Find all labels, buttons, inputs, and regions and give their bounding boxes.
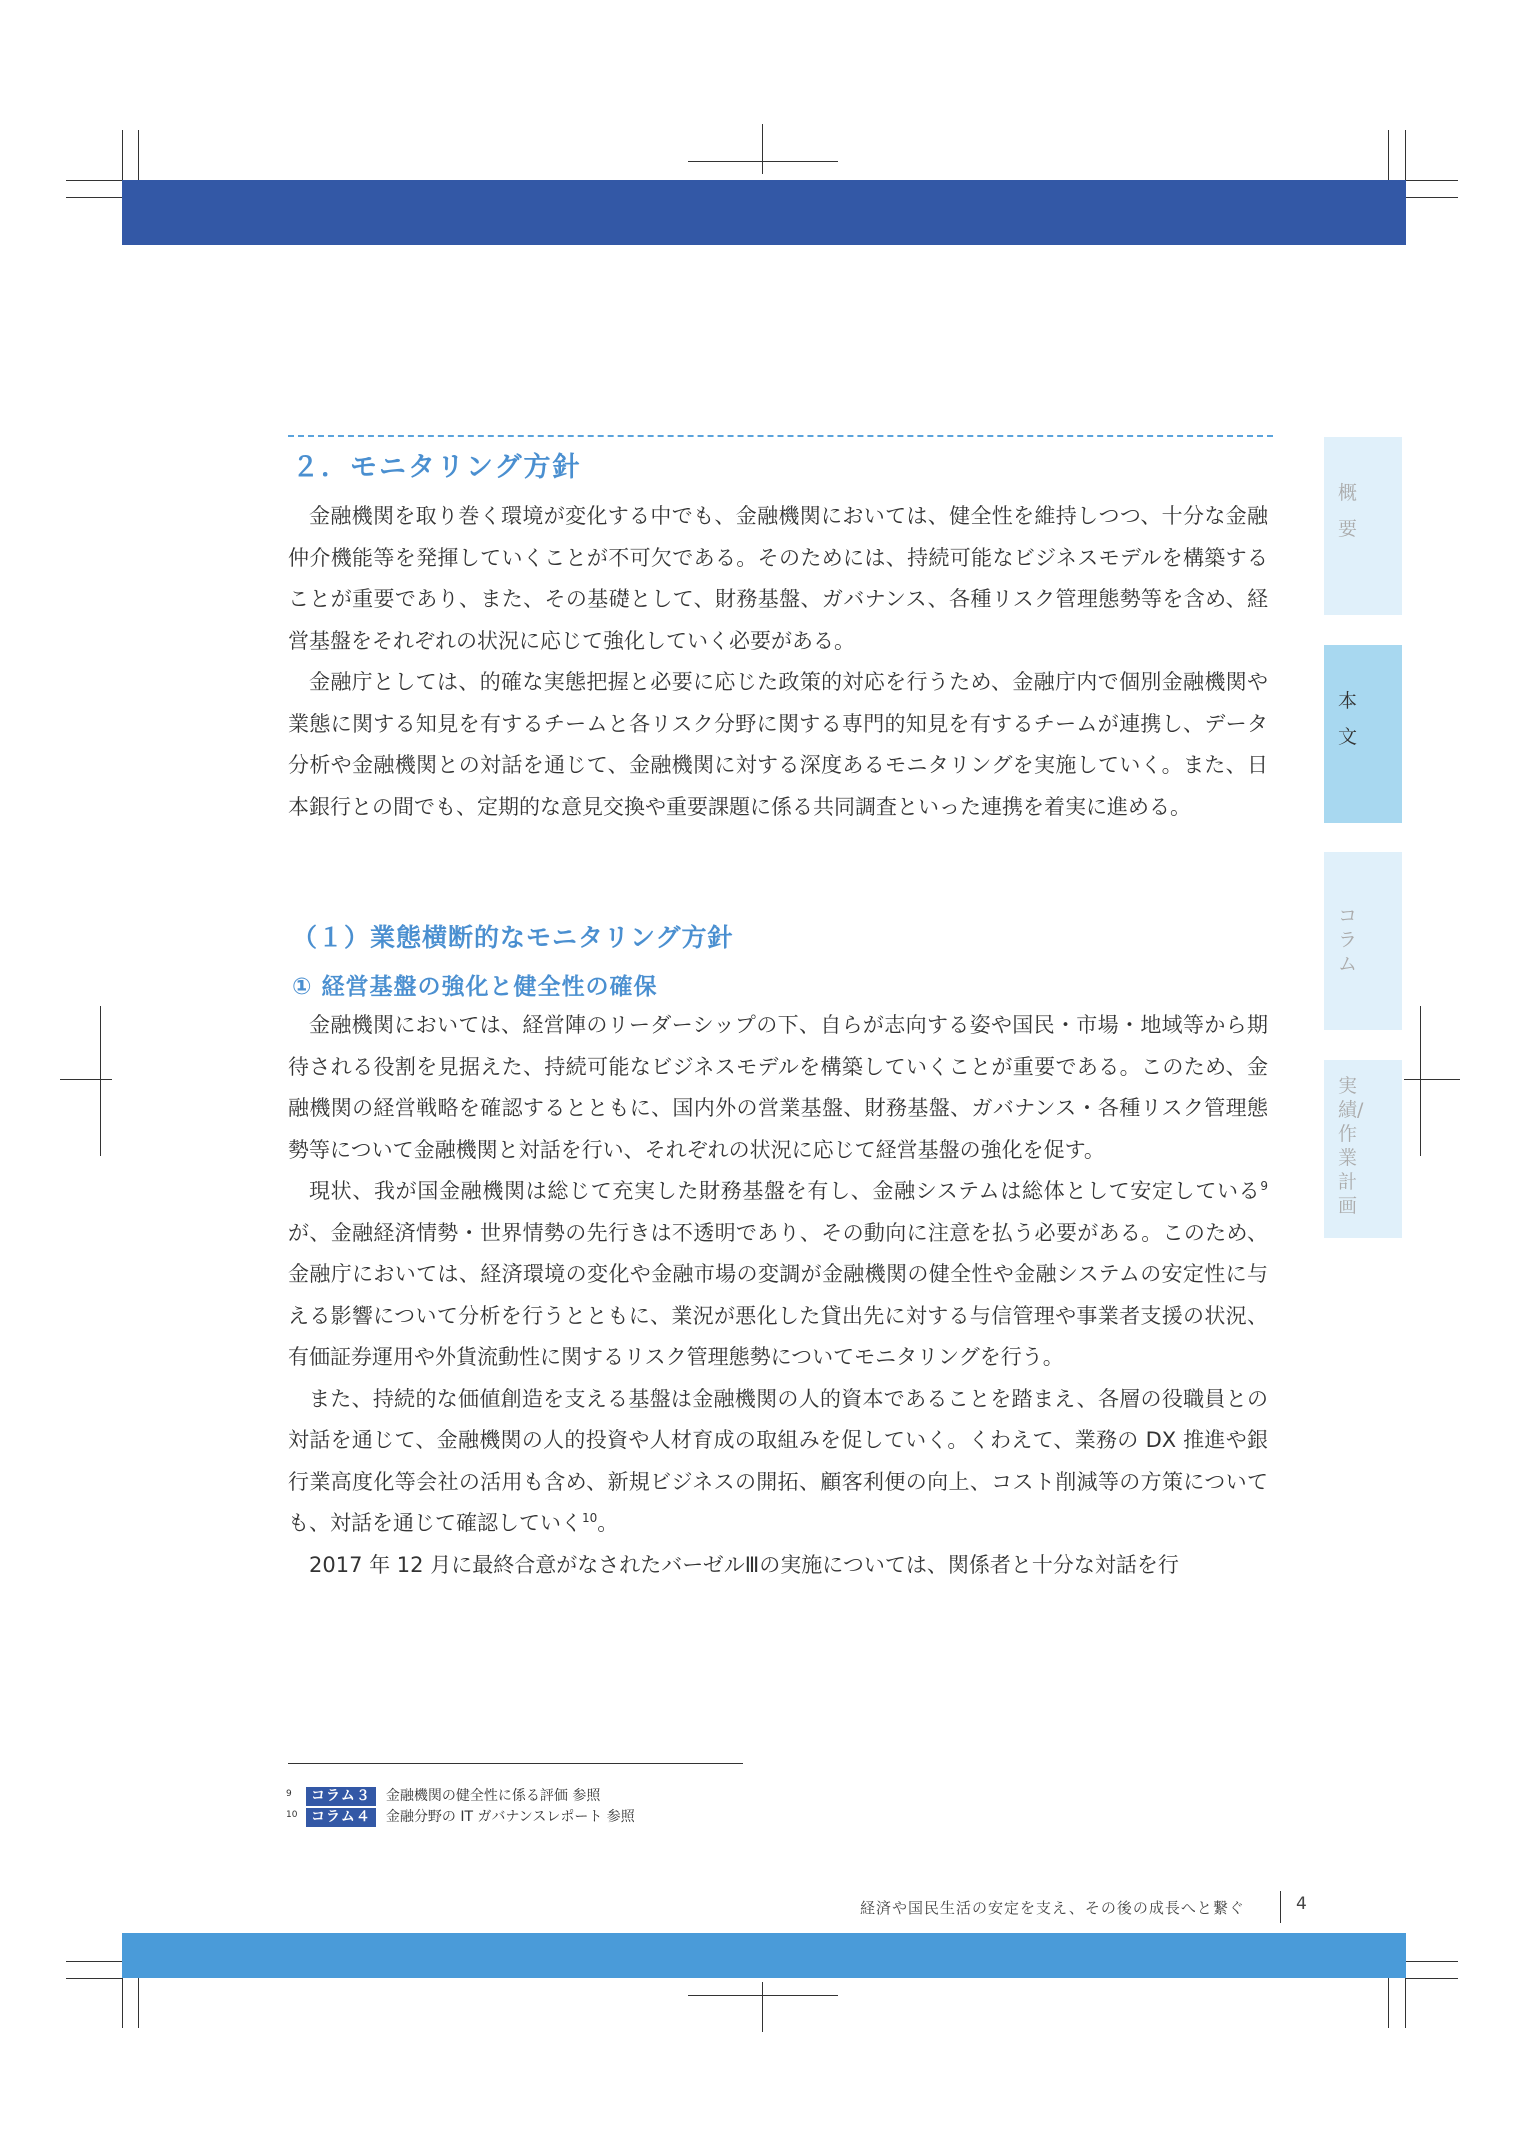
crop-mark: [66, 1961, 122, 1962]
body-paragraph: [288, 1379, 1268, 1545]
crop-mark: [1420, 1006, 1421, 1156]
body-text-segment: また、持続的な価値創造を支える基盤は金融機関の人的資本であることを踏まえ、各層の役職員との対話を通じて、金融機関の人的投資や人材育成の取組みを促していく。くわえて、業務の DX 推進や銀行業高度化等会社の活用も含め、新規ビジネスの開拓、顧客利便の向上、コスト削減等の方策についても、対話を通じて確認していく: [288, 1386, 1268, 1535]
page-number: 4: [1296, 1894, 1307, 1914]
footnote-rule: [288, 1763, 743, 1764]
crop-mark: [60, 1079, 112, 1080]
side-tab-label: 概要: [1338, 482, 1358, 540]
side-tab-label: コラム: [1338, 905, 1358, 975]
crop-mark: [122, 130, 123, 180]
footnote-ref[interactable]: 9: [1260, 1179, 1268, 1193]
section-title: ２．モニタリング方針: [292, 452, 582, 483]
body-paragraph: 金融機関においては、経営陣のリーダーシップの下、自らが志向する姿や国民・市場・地域等から期待される役割を見据えた、持続可能なビジネスモデルを構築していくことが重要である。このため、金融機関の経営戦略を確認するとともに、国内外の営業基盤、財務基盤、ガバナンス・各種リスク管理態勢等について金融機関と対話を行い、それぞれの状況に応じて経営基盤の強化を促す。: [288, 1013, 1268, 1162]
crop-mark: [138, 130, 139, 180]
body-paragraph: [288, 1171, 1268, 1379]
body-paragraph: 2017 年 12 月に最終合意がなされたバーゼルⅢの実施については、関係者と十分な対話を行: [309, 1552, 1179, 1577]
crop-mark: [762, 1982, 763, 2032]
subsection-title: （１）業態横断的なモニタリング方針: [292, 923, 734, 952]
footer-band: [122, 1933, 1406, 1978]
footer-separator: [1280, 1891, 1281, 1923]
intro-paragraph: 金融庁としては、的確な実態把握と必要に応じた政策的対応を行うため、金融庁内で個別金融機関や業態に関する知見を有するチームと各リスク分野に関する専門的知見を有するチームが連携し、データ分析や金融機関との対話を通じて、金融機関に対する深度あるモニタリングを実施していく。また、日本銀行との間でも、定期的な意見交換や重要課題に係る共同調査といった連携を着実に進める。: [288, 670, 1268, 819]
header-band: [122, 180, 1406, 245]
crop-mark: [1388, 1978, 1389, 2028]
crop-mark: [762, 124, 763, 174]
footnote-text: 金融機関の健全性に係る評価 参照: [385, 1788, 601, 1804]
crop-mark: [100, 1006, 101, 1156]
intro-text: [288, 496, 1268, 828]
crop-mark: [1406, 1961, 1458, 1962]
crop-mark: [1404, 1079, 1460, 1080]
crop-mark: [138, 1978, 139, 2028]
crop-mark: [1405, 130, 1406, 180]
footnote-number: 10: [286, 1810, 298, 1820]
crop-mark: [66, 1978, 122, 1979]
footnote-text: 金融分野の IT ガバナンスレポート 参照: [385, 1809, 635, 1825]
crop-mark: [66, 180, 122, 181]
column-badge[interactable]: コラム３: [306, 1787, 376, 1806]
side-tab-results-plan[interactable]: [1324, 1060, 1402, 1238]
column-badge[interactable]: コラム４: [306, 1808, 376, 1827]
footnote: [286, 1785, 600, 1806]
crop-mark: [122, 1978, 123, 2028]
footnote-number: 9: [286, 1789, 292, 1799]
body-text-segment: が、金融経済情勢・世界情勢の先行きは不透明であり、その動向に注意を払う必要がある。このため、金融庁においては、経済環境の変化や金融市場の変調が金融機関の健全性や金融システムの安定性に与える影響について分析を行うとともに、業況が悪化した貸出先に対する与信管理や事業者支援の状況、有価証券運用や外貨流動性に関するリスク管理態勢についてモニタリングを行う。: [288, 1220, 1268, 1369]
side-tab-column[interactable]: [1324, 852, 1402, 1030]
crop-mark: [688, 161, 838, 162]
side-tab-label: 実績/作業計画: [1338, 1075, 1364, 1217]
intro-paragraph: 金融機関を取り巻く環境が変化する中でも、金融機関においては、健全性を維持しつつ、十分な金融仲介機能等を発揮していくことが不可欠である。そのためには、持続可能なビジネスモデルを構築することが重要であり、また、その基礎として、財務基盤、ガバナンス、各種リスク管理態勢等を含め、経営基盤をそれぞれの状況に応じて強化していく必要がある。: [288, 504, 1268, 653]
crop-mark: [66, 197, 122, 198]
side-tab-overview[interactable]: [1324, 437, 1402, 615]
section-divider: [288, 435, 1273, 437]
footnote-ref[interactable]: 10: [582, 1511, 598, 1525]
side-tab-main-text[interactable]: [1324, 645, 1402, 823]
crop-mark: [1388, 130, 1389, 180]
crop-mark: [1405, 1978, 1406, 2028]
crop-mark: [1406, 1978, 1458, 1979]
footer-tagline: 経済や国民生活の安定を支え、その後の成長へと繋ぐ: [860, 1899, 1245, 1917]
body-text-segment: 現状、我が国金融機関は総じて充実した財務基盤を有し、金融システムは総体として安定している: [309, 1179, 1261, 1203]
body-text-segment: 。: [597, 1511, 619, 1535]
footnote: [286, 1806, 635, 1827]
side-tab-label: 本文: [1338, 690, 1358, 748]
crop-mark: [688, 1995, 838, 1996]
item-title: ① 経営基盤の強化と健全性の確保: [292, 974, 658, 1000]
body-text: [288, 1005, 1268, 1586]
crop-mark: [1406, 180, 1458, 181]
crop-mark: [1406, 197, 1458, 198]
